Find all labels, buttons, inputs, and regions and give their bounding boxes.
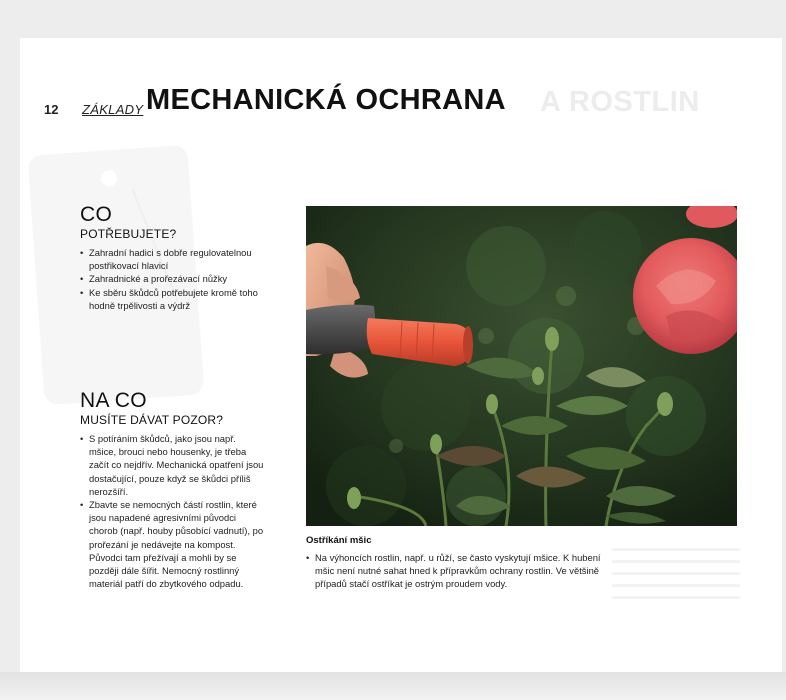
list-item: • Zahradnické a prořezávací nůžky	[80, 272, 265, 285]
photo-caption	[306, 535, 606, 590]
list-item: • Zbavte se nemocných částí rostlin, které jsou napadené agresivními původci chorob (např. houby působící vadnutí), po prořezání je nedávejte na kompost. Původci tam přežívají a mohli by se později dále šířit. Nemocný rostlinný materiál patří do zbytkového odpadu.	[80, 498, 265, 590]
what-you-need-block	[80, 203, 265, 312]
what-you-need-list	[80, 246, 265, 312]
rose-spraying-photo	[306, 206, 737, 526]
list-item: • S potíráním škůdců, jako jsou např. mšice, brouci nebo housenky, je třeba začít co nejdřív. Mechanická opatření jsou dostačující, pouze když se škůdci příliš nerozšíří.	[80, 432, 265, 498]
what-you-need-heading: CO	[80, 203, 113, 226]
list-item: • Ke sběru škůdců potřebujete kromě toho hodně trpělivosti a výdrž	[80, 286, 265, 312]
watch-out-list	[80, 432, 265, 590]
list-item: • Zahradní hadici s dobře regulovatelnou postřikovací hlavicí	[80, 246, 265, 272]
watch-out-subheading: MUSÍTE DÁVAT POZOR?	[80, 413, 224, 427]
page-number: 12	[44, 102, 59, 117]
tag-hole	[101, 170, 118, 187]
watch-out-block	[80, 389, 265, 590]
ghost-text-lines	[612, 548, 740, 608]
watch-out-heading: NA CO	[80, 389, 147, 412]
ghost-title: A ROSTLIN	[540, 86, 700, 118]
caption-list	[306, 551, 606, 590]
what-you-need-subheading: POTŘEBUJETE?	[80, 227, 177, 241]
page-edge-shadow	[0, 672, 786, 700]
list-item: • Na výhoncích rostlin, např. u růží, se často vyskytují mšice. K hubení mšic není nutné sahat hned k přípravkům ochrany rostlin. Ve většině případů stačí ostříkat je ostrým proudem vody.	[306, 551, 606, 590]
page-title: MECHANICKÁ OCHRANA	[146, 84, 506, 116]
caption-title: Ostříkání mšic	[306, 535, 372, 546]
section-label: ZÁKLADY	[82, 102, 144, 117]
